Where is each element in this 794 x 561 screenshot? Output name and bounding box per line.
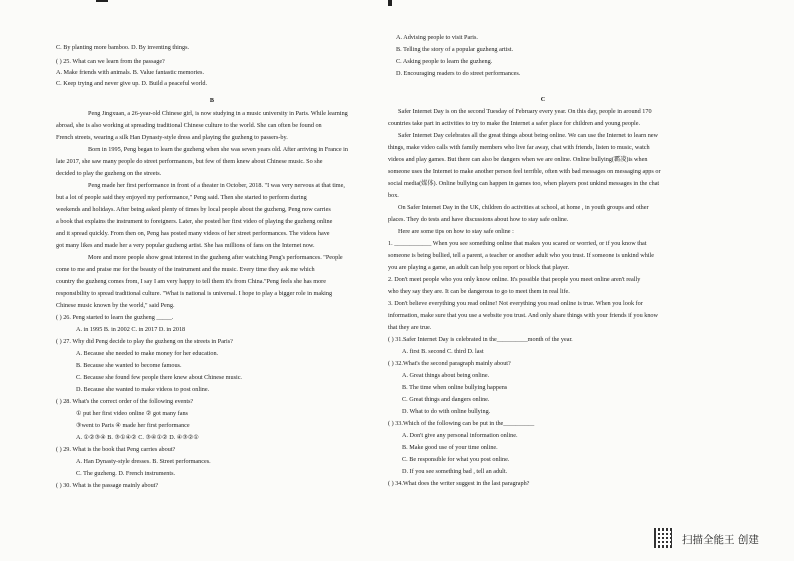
- passage-line: a book that explains the instrument to foreigners. Later, she posted her first video of playing the guzheng online: [56, 218, 333, 225]
- passage-line: but a lot of people said they enjoyed my performance," Peng said. Then she started to perform during: [56, 194, 307, 201]
- option-line: A. Don't give any personal information online.: [402, 432, 518, 439]
- passage-line: that they are true.: [388, 324, 432, 331]
- passage-line: Peng Jingxuan, a 26-year-old Chinese girl, is now studying in a music university in Paris. While learning: [88, 110, 348, 117]
- passage-b-heading: B: [209, 97, 215, 104]
- passage-line: countries take part in activities to try to make the Internet a safer place for children and young people.: [388, 120, 641, 127]
- option-line: A. in 1995 B. in 2002 C. in 2017 D. in 2018: [76, 326, 186, 333]
- option-line: A. Make friends with animals. B. Value fantastic memories.: [56, 69, 205, 76]
- passage-line: 2. Don't meet people who you only know online. It's possible that people you meet online aren't really: [388, 276, 641, 283]
- passage-line: social media(媒体). Online bullying can happen in games too, when players post unkind messages in the chat: [388, 180, 660, 187]
- passage-line: decided to play the guzheng on the streets.: [56, 170, 162, 177]
- question-33: ( ) 33.Which of the following can be put in the__________: [388, 420, 535, 427]
- option-line: A. Han Dynasty-style dresses. B. Street performances.: [76, 458, 211, 465]
- option-line: C. Keep trying and never give up. D. Build a peaceful world.: [56, 80, 208, 87]
- option-line: ③went to Paris ④ made her first performance: [76, 422, 190, 429]
- option-line: C. Be responsible for what you post online.: [402, 456, 510, 463]
- passage-c-heading: C: [540, 96, 546, 103]
- passage-line: Here are some tips on how to stay safe online :: [398, 228, 514, 235]
- question-28: ( ) 28. What's the correct order of the following events?: [56, 398, 194, 405]
- option-line: C. Because she found few people there knew about Chinese music.: [76, 374, 242, 381]
- option-line: A. Advising people to visit Paris.: [396, 34, 478, 41]
- passage-line: late 2017, she saw many people do street performances, but few of them knew about Chinese music. So she: [56, 158, 323, 165]
- passage-line: weekends and holidays. After being asked plenty of times by local people about the guzheng, Peng now carries: [56, 206, 331, 213]
- question-32: ( ) 32.What's the second paragraph mainly about?: [388, 360, 511, 367]
- question-26: ( ) 26. Peng started to learn the guzheng _____.: [56, 314, 174, 321]
- option-line: C. Great things and dangers online.: [402, 396, 490, 403]
- question-27: ( ) 27. Why did Peng decide to play the guzheng on the streets in Paris?: [56, 338, 233, 345]
- passage-line: Peng made her first performance in front of a theater in October, 2018. "I was very nervous at that time,: [88, 182, 345, 189]
- passage-line: someone uses the Internet to make another person feel terrible, often with bad messages on messaging apps or: [388, 168, 661, 175]
- question-30: ( ) 30. What is the passage mainly about?: [56, 482, 159, 489]
- passage-line: Safer Internet Day is on the second Tuesday of February every year. On this day, people in around 170: [398, 108, 652, 115]
- question-31: ( ) 31.Safer Internet Day is celebrated in the__________month of the year.: [388, 336, 573, 343]
- passage-line: places. They do tests and have discussions about how to stay safe online.: [388, 216, 569, 223]
- passage-line: you are playing a game, an adult can help you report or block that player.: [388, 264, 570, 271]
- qr-code-icon: [654, 528, 674, 548]
- passage-line: Born in 1995, Peng began to learn the guzheng when she was seven years old. After arriving in France in: [88, 146, 348, 153]
- question-34: ( ) 34.What does the writer suggest in the last paragraph?: [388, 480, 530, 487]
- passage-line: 1. ____________ When you see something online that makes you scared or worried, or if you know that: [388, 240, 647, 247]
- question-29: ( ) 29. What is the book that Peng carries about?: [56, 446, 176, 453]
- option-line: ① put her first video online ② got many fans: [76, 410, 188, 417]
- option-line: D. Because she wanted to make videos to post online.: [76, 386, 210, 393]
- passage-line: responsibility to spread traditional culture. "What is national is universal. I hope to play a bigger role in making: [56, 290, 333, 297]
- option-line: C. The guzheng. D. French instruments.: [76, 470, 176, 477]
- option-line: B. Because she wanted to become famous.: [76, 362, 182, 369]
- option-line: D. Encouraging readers to do street performances.: [396, 70, 521, 77]
- option-line: C. Asking people to learn the guzheng.: [396, 58, 493, 65]
- scanner-watermark: 扫描全能王 创建: [682, 534, 759, 546]
- passage-line: someone is being bullied, tell a parent, a teacher or another adult who you trust. If someone is unkind while: [388, 252, 654, 259]
- option-line: A. Because she needed to make money for her education.: [76, 350, 219, 357]
- passage-line: French streets, wearing a silk Han Dynasty-style dress and playing the guzheng to passers-by.: [56, 134, 288, 141]
- passage-line: abroad, she is also working at spreading traditional Chinese culture to the world. She can often be found on: [56, 122, 322, 129]
- passage-line: Chinese music known by the world," said Peng.: [56, 302, 175, 309]
- passage-line: Safer Internet Day celebrates all the great things about being online. We can use the Internet to learn new: [398, 132, 659, 139]
- option-line: B. Telling the story of a popular guzheng artist.: [396, 46, 513, 53]
- option-line: D. If you see something bad , tell an adult.: [402, 468, 508, 475]
- passage-line: information, make sure that you use a website you trust. And only share things with your friends if you know: [388, 312, 658, 319]
- passage-line: box.: [388, 192, 399, 199]
- option-line: A. Great things about being online.: [402, 372, 490, 379]
- passage-line: More and more people show great interest in the guzheng after watching Peng's performances. "People: [88, 254, 343, 261]
- passage-line: videos and play games. But there can also be dangers when we are online. Online bullying(霸凌)is when: [388, 156, 648, 163]
- passage-line: On Safer Internet Day in the UK, children do activities at school, at home , in youth groups and other: [398, 204, 649, 211]
- option-line: D. What to do with online bullying.: [402, 408, 491, 415]
- option-line: B. The time when online bullying happens: [402, 384, 508, 391]
- passage-line: and it spread quickly. From then on, Peng has posted many videos of her street performances. The videos have: [56, 230, 330, 237]
- option-line: C. By planting more bamboo. D. By inventing things.: [56, 44, 190, 51]
- question-25: ( ) 25. What can we learn from the passage?: [56, 58, 165, 65]
- option-line: B. Make good use of your time online.: [402, 444, 498, 451]
- passage-line: who they say they are. It can be dangerous to go to meet them in real life.: [388, 288, 570, 295]
- option-line: A. ①②③④ B. ③①④② C. ③④①② D. ④③②①: [76, 434, 199, 441]
- option-line: A. first B. second C. third D. last: [402, 348, 484, 355]
- passage-line: country the guzheng comes from, I say I am very happy to tell them it's from China."Peng feels she has more: [56, 278, 326, 285]
- scan-smudge: [388, 0, 392, 6]
- passage-line: 3. Don't believe everything you read online! Not everything you read online is true. When you look for: [388, 300, 643, 307]
- passage-line: come to me and praise me for the beauty of the instrument and the music. Every time they ask me which: [56, 266, 315, 273]
- passage-line: got many likes and made her a very popular guzheng artist. She has millions of fans on the Internet now.: [56, 242, 315, 249]
- scan-smudge: [96, 0, 108, 2]
- passage-line: things, make video calls with family members who live far away, chat with friends, listen to music, watch: [388, 144, 650, 151]
